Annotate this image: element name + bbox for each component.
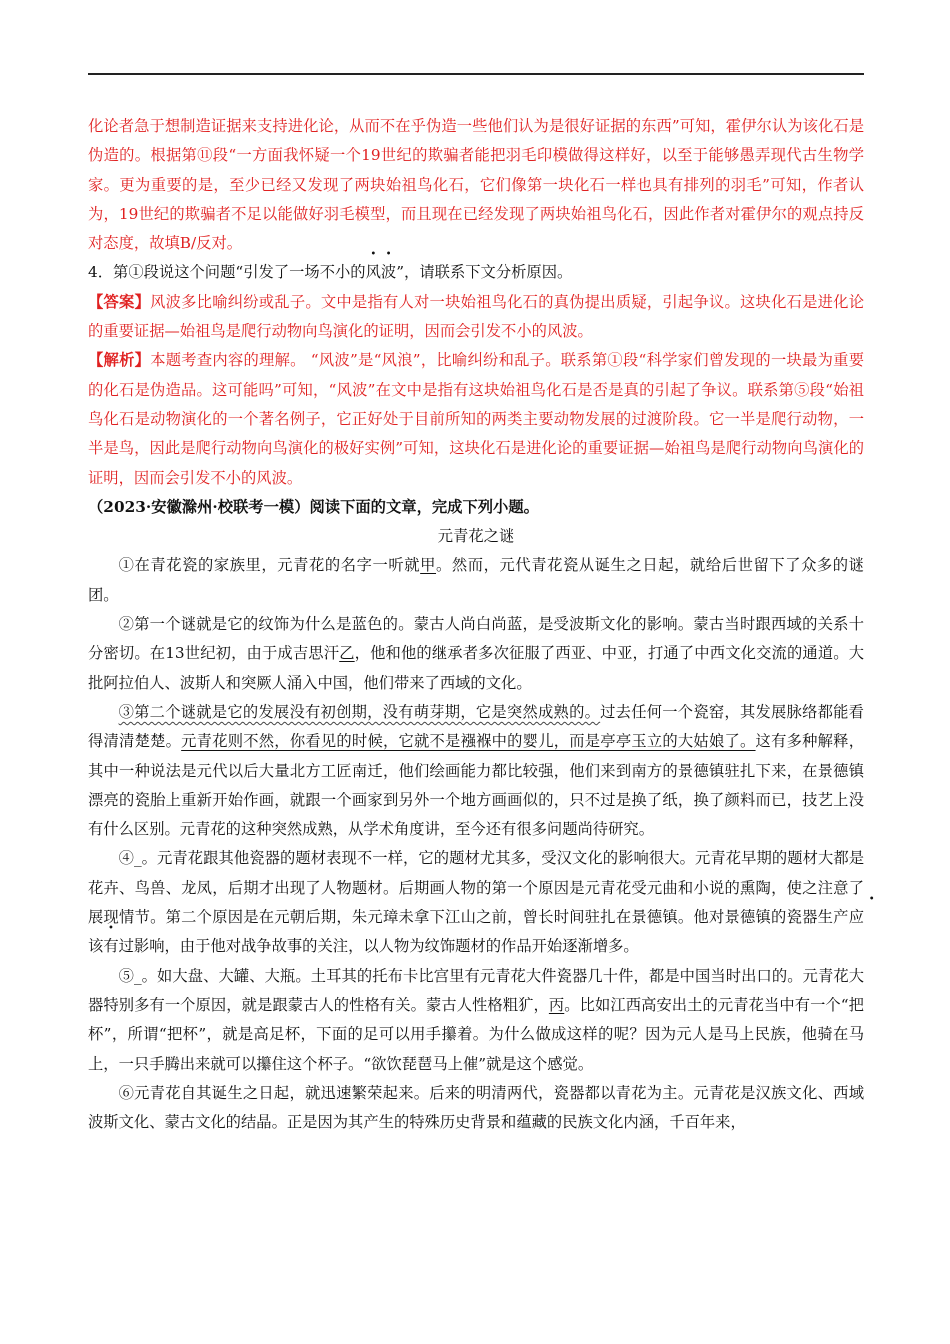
answer-block bbox=[88, 288, 864, 347]
analysis-block bbox=[88, 346, 864, 492]
paragraph-text: 这有多种解释，其中一种说法是元代以后大量北方工匠南迁，他们绘画能力都比较强，他们来到南方的景德镇驻扎下来，在景德镇漂亮的瓷胎上重新开始作画，就跟一个画家到另外一个地方画画似的，只不过是换了纸，换了颜料而已，技艺上没有什么区别。元青花的这种突然成熟，从学术角度讲，至今还有很多问题尚待研究。 bbox=[88, 732, 864, 839]
paragraph-text: ②第一个谜就是它的纹饰为什么是蓝色的。蒙古人尚白尚蓝，是受波斯文化的影响。蒙古当时跟西域的关系十分密切。在13世纪初，由于成吉思汗 bbox=[88, 615, 864, 663]
paragraph-text: 。然而，元代青花瓷从诞生之日起，就给后世留下了众多的谜团。 bbox=[88, 556, 864, 604]
answer-text: 风波多比喻纠纷或乱子。文中是指有人对一块始祖鸟化石的真伪提出质疑，引起争议。这块化石是进化论的重要证据—始祖鸟是爬行动物向鸟演化的证明，因而会引发不小的风波。 bbox=[88, 292, 864, 341]
underlined-sentence: 元青花则不然，你看见的时候，它就不是襁褓中的婴儿，而是亭亭玉立的大姑娘了。 bbox=[181, 732, 756, 751]
paragraph-3 bbox=[88, 698, 864, 844]
analysis-text: 本题考查内容的理解。 “风波”是“风浪”，比喻纠纷和乱子。联系第①段“科学家们曾发现的一块最为重要的化石是伪造品。这可能吗”可知，“风波”在文中是指有这块始祖鸟化石是否是真的引起了争议。联系第⑤段“始祖鸟化石是动物演化的一个著名例子，它正好处于目前所知的两类主要动物发展的过渡阶段。它一半是爬行动物，一半是鸟，因此是爬行动物向鸟演化的极好实例”可知，这块化石是进化论的重要证据—始祖鸟是爬行动物向鸟演化的证明，因而会引发不小的风波。 bbox=[88, 351, 864, 487]
blank-jia: 甲 bbox=[420, 556, 437, 575]
section-heading: （2023·安徽滁州·校联考一模）阅读下面的文章，完成下列小题。 bbox=[88, 497, 539, 516]
header-rule bbox=[88, 73, 864, 75]
paragraph-6: ⑥元青花自其诞生之日起，就迅速繁荣起来。后来的明清两代，瓷器都以青花为主。元青花是汉族文化、西域波斯文化、蒙古文化的结晶。正是因为其产生的特殊历史背景和蕴藏的民族文化内涵，千百年来， bbox=[88, 1083, 864, 1132]
paragraph-text: ①在青花瓷的家族里，元青花的名字一听就 bbox=[118, 556, 421, 575]
question-4-prefix: 4．第①段说这个问题“引发了一场不小的 bbox=[88, 263, 366, 282]
emphasis-char: 该 bbox=[88, 937, 104, 956]
paragraph-1 bbox=[88, 551, 864, 610]
emphasis-char: 风 bbox=[365, 263, 381, 282]
paragraph-text: ④_。元青花跟其他瓷器的题材表现不一样，它的题材尤其多，受汉文化的影响很大。元青花早期的题材大都是花卉、鸟兽、龙凤，后期才出现了人物题材。后期画人物的第一个原因是元青花受元曲和小说的熏陶，使之注意了展现情节。第二个原因是在元朝后期，朱元璋未拿下江山之前，曾长时间驻扎在景德镇。他对景德镇的瓷器生产 bbox=[88, 849, 864, 927]
analysis-continued: 化论者急于想制造证据来支持进化论，从而不在乎伪造一些他们认为是很好证据的东西”可知，霍伊尔认为该化石是伪造的。根据第⑪段“一方面我怀疑一个19世纪的欺骗者能把羽毛印模做得这样好，以至于能够愚弄现代古生物学家。更为重要的是，至少已经又发现了两块始祖鸟化石，它们像第一块化石一样也具有排列的羽毛”可知，作者认为，19世纪的欺骗者不足以能做好羽毛模型，而且现在已经发现了两块始祖鸟化石，因此作者对霍伊尔的观点持反对态度，故填B/反对。 bbox=[88, 117, 864, 253]
paragraph-text: 有过影响，由于他对战争故事的关注，以人物为纹饰题材的作品开始逐渐增多。 bbox=[103, 937, 639, 956]
emphasis-char: 应 bbox=[848, 908, 864, 927]
paragraph-text: ⑤_。如大盘、大罐、大瓶。土耳其的托布卡比宫里有元青花大件瓷器几十件，都是中国当时出口的。元青花大器特别多有一个原因，就是跟蒙古人的性格有关。蒙古人性格粗犷， bbox=[88, 966, 864, 1014]
answer-tag: 【答案】 bbox=[88, 292, 151, 311]
emphasis-char: 波 bbox=[380, 263, 397, 282]
analysis-tag: 【解析】 bbox=[88, 351, 151, 370]
question-4-suffix: ”，请联系下文分析原因。 bbox=[396, 263, 573, 282]
paragraph-text: ，他和他的继承者多次征服了西亚、中亚，打通了中西文化交流的通道。大批阿拉伯人、波斯人和突厥人涌入中国，他们带来了西域的文化。 bbox=[88, 644, 864, 692]
question-4 bbox=[88, 258, 864, 287]
article-title: 元青花之谜 bbox=[437, 527, 515, 546]
paragraph-text: 过去任何一个瓷窑，其发展脉络都能看得清清楚楚。 bbox=[88, 702, 864, 751]
document-body bbox=[88, 112, 864, 1137]
paragraph-text: 。比如江西高安出土的元青花当中有一个“把杯”，所谓“把杯”，就是高足杯，下面的足可以用手攥着。为什么做成这样的呢？因为元人是马上民族，他骑在马上，一只手腾出来就可以攥住这个杯子。“欲饮琵琶马上催”就是这个感觉。 bbox=[88, 995, 864, 1073]
paragraph-4 bbox=[88, 844, 864, 961]
blank-yi: 乙 bbox=[339, 644, 355, 663]
blank-bing: 丙 bbox=[548, 995, 565, 1014]
paragraph-5 bbox=[88, 962, 864, 1079]
paragraph-2 bbox=[88, 610, 864, 698]
wavy-underlined-sentence: ③第二个谜就是它的发展没有初创期，没有萌芽期，它是突然成熟的。 bbox=[118, 702, 601, 721]
